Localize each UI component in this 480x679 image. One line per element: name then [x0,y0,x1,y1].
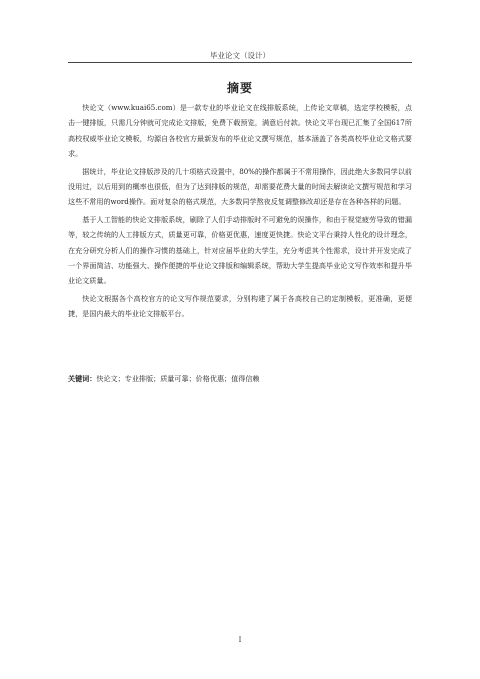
keywords-text: 快论文；专业排版；质量可靠；价格优惠；值得信赖 [96,374,260,383]
abstract-paragraph-4: 快论文根据各个高校官方的论文写作规范要求，分别构建了属于各高校自己的定制模板，更准确，更便捷，是国内最大的毕业论文排版平台。 [68,293,412,319]
abstract-body [68,100,412,324]
page-number: I [238,636,242,644]
running-header: 毕业论文（设计） [210,51,270,60]
abstract-title: 摘要 [226,81,253,95]
keywords-line [68,372,412,386]
keywords-label: 关键词： [68,374,97,383]
abstract-paragraph-3: 基于人工智能的快论文排版系统，刷除了人们手动排版时不可避免的误操作，和由于视觉疲劳导致的错漏等，较之传统的人工排版方式，质量更可靠，价格更优惠，速度更快捷。快论文平台秉持人性化的设计理念，在充分研究分析人们的操作习惯的基础上，针对应届毕业的大学生，充分考虑其个性需求，设计并开发完成了一个界面简洁、功能强大、操作便捷的毕业论文排版和编辑系统，帮助大学生提高毕业论文写作效率和提升毕业论文质量。 [68,214,412,286]
abstract-paragraph-2: 据统计，毕业论文排版涉及的几十项格式设置中，80%的操作都属于不常用操作，因此绝大多数同学以前没用过，以后用到的概率也很低，但为了达到排版的规范，却需要花费大量的时间去解读论文撰写规范和学习这些不常用的word操作。面对复杂的格式规范，大多数同学熬夜反复调整修改却还是存在各种各样的问题。 [68,166,412,207]
abstract-paragraph-1: 快论文（www.kuai65.com）是一款专业的毕业论文在线排版系统，上传论文草稿，选定学校模板，点击一键排版，只需几分钟就可完成论文排版，免费下载预览，满意后付款。快论文平台现已汇集了全国617所高校权威毕业论文模板，均源自各校官方最新发布的毕业论文撰写规范，基本涵盖了各类高校毕业论文格式要求。 [68,103,412,159]
header-rule [68,62,412,63]
